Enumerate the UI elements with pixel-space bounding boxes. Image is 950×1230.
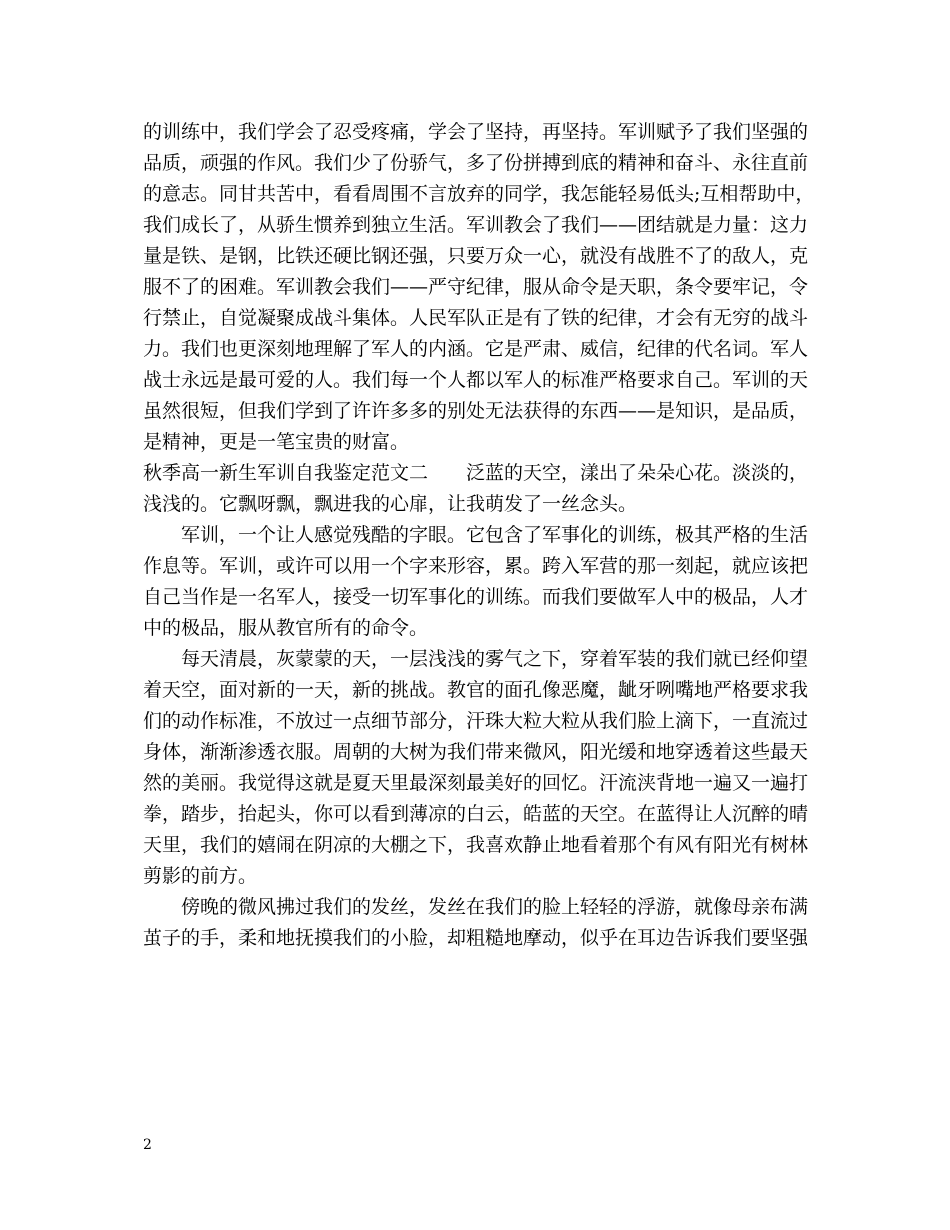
text-line: 自己当作是一名军人，接受一切军事化的训练。而我们要做军人中的极品，人才 xyxy=(143,586,809,608)
text-line: 我们成长了，从骄生惯养到独立生活。军训教会了我们——团结就是力量：这力 xyxy=(143,214,809,236)
section-intro-second: 浅浅的。它飘呀飘，飘进我的心扉，让我萌发了一丝念头。 xyxy=(143,493,638,515)
section-title: 秋季高一新生军训自我鉴定范文二 xyxy=(143,462,429,484)
paragraph-1 xyxy=(143,117,813,458)
text-line: 然的美丽。我觉得这就是夏天里最深刻最美好的回忆。汗流浃背地一遍又一遍打 xyxy=(143,772,809,794)
text-line: 品质，顽强的作风。我们少了份骄气，多了份拼搏到底的精神和奋斗、永往直前 xyxy=(143,152,809,174)
paragraph-3 xyxy=(143,644,813,892)
text-line: 量是铁、是钢，比铁还硬比钢还强，只要万众一心，就没有战胜不了的敌人，克 xyxy=(143,245,809,267)
text-line: 剪影的前方。 xyxy=(143,865,258,887)
paragraph-4 xyxy=(143,892,813,954)
text-line: 中的极品，服从教官所有的命令。 xyxy=(143,617,429,639)
paragraph-2 xyxy=(143,520,813,644)
page-number: 2 xyxy=(143,1137,152,1153)
section-heading-paragraph xyxy=(143,458,813,520)
text-line: 虽然很短，但我们学到了许许多多的别处无法获得的东西——是知识，是品质， xyxy=(143,400,809,422)
text-line: 服不了的困难。军训教会我们——严守纪律，服从命令是天职，条令要牢记，令 xyxy=(143,276,809,298)
section-title-line xyxy=(143,458,813,489)
text-line: 力。我们也更深刻地理解了军人的内涵。它是严肃、威信，纪律的代名词。军人 xyxy=(143,338,809,360)
text-line: 拳，踏步，抬起头，你可以看到薄凉的白云，皓蓝的天空。在蓝得让人沉醉的晴 xyxy=(143,803,809,825)
text-line: 是精神，更是一笔宝贵的财富。 xyxy=(143,431,410,453)
text-line: 军训，一个让人感觉残酷的字眼。它包含了军事化的训练，极其严格的生活 xyxy=(181,524,809,546)
text-line: 行禁止，自觉凝聚成战斗集体。人民军队正是有了铁的纪律，才会有无穷的战斗 xyxy=(143,307,809,329)
text-line: 身体，渐渐渗透衣服。周朝的大树为我们带来微风，阳光缓和地穿透着这些最天 xyxy=(143,741,809,763)
text-line: 着天空，面对新的一天，新的挑战。教官的面孔像恶魔，龇牙咧嘴地严格要求我 xyxy=(143,679,809,701)
text-line: 们的动作标准，不放过一点细节部分，汗珠大粒大粒从我们脸上滴下，一直流过 xyxy=(143,710,809,732)
text-line: 傍晚的微风拂过我们的发丝，发丝在我们的脸上轻轻的浮游，就像母亲布满 xyxy=(181,896,809,918)
text-line: 茧子的手，柔和地抚摸我们的小脸，却粗糙地摩动，似乎在耳边告诉我们要坚强 xyxy=(143,927,809,949)
section-intro-first: 泛蓝的天空，漾出了朵朵心花。淡淡的， xyxy=(466,462,809,484)
text-line: 每天清晨，灰蒙蒙的天，一层浅浅的雾气之下，穿着军装的我们就已经仰望 xyxy=(181,648,809,670)
text-line: 战士永远是最可爱的人。我们每一个人都以军人的标准严格要求自己。军训的天 xyxy=(143,369,809,391)
text-line: 作息等。军训，或许可以用一个字来形容，累。跨入军营的那一刻起，就应该把 xyxy=(143,555,809,577)
text-line: 天里，我们的嬉闹在阴凉的大棚之下，我喜欢静止地看着那个有风有阳光有树林 xyxy=(143,834,809,856)
text-line: 的训练中，我们学会了忍受疼痛，学会了坚持，再坚持。军训赋予了我们坚强的 xyxy=(143,121,809,143)
body-text xyxy=(143,117,813,954)
text-line: 的意志。同甘共苦中，看看周围不言放弃的同学，我怎能轻易低头;互相帮助中， xyxy=(143,183,815,205)
